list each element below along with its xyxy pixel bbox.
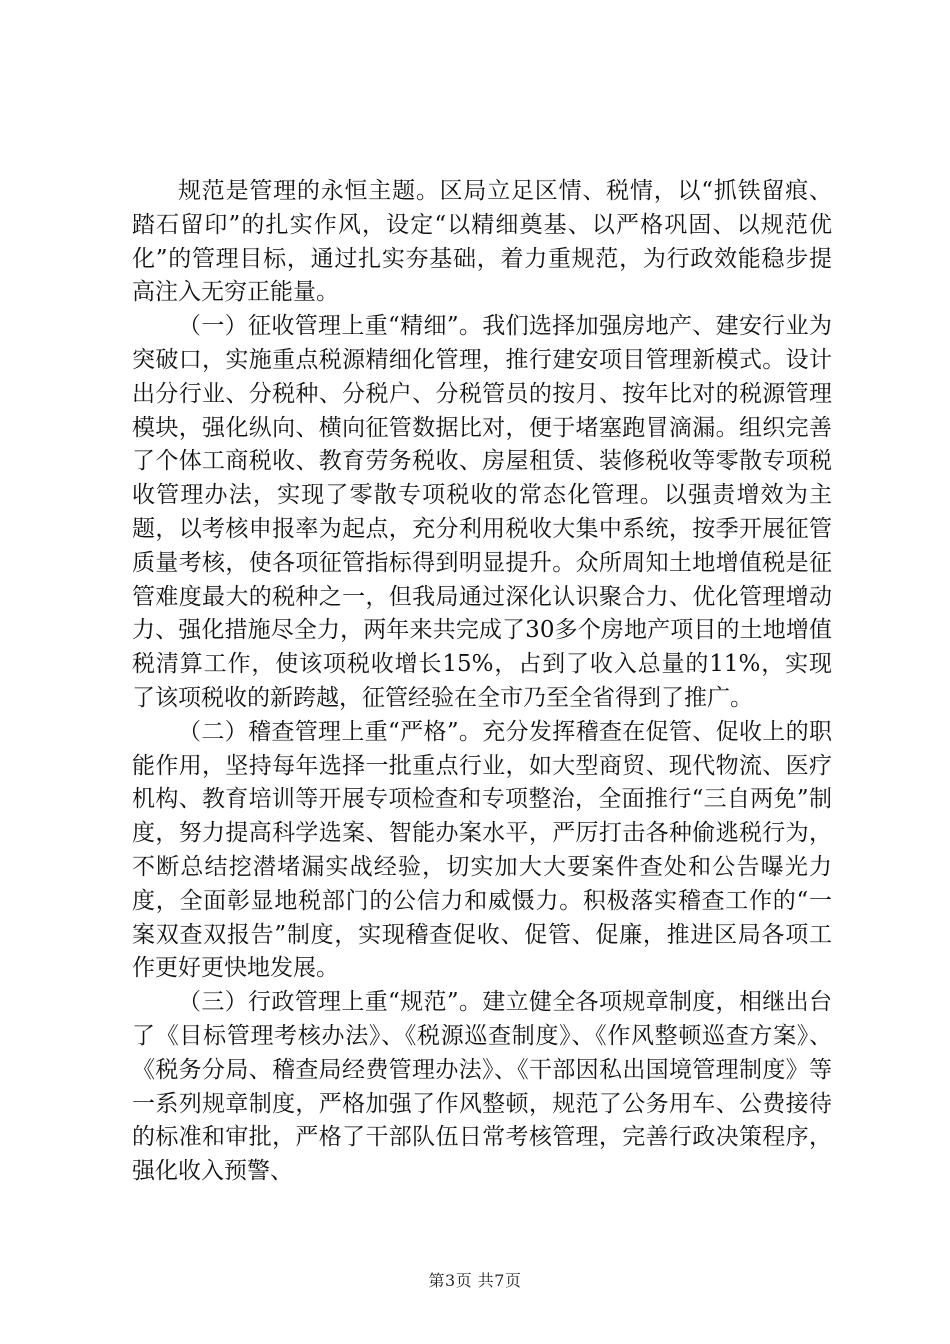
paragraph-intro: 规范是管理的永恒主题。区局立足区情、税情，以“抓铁留痕、踏石留印”的扎实作风，设定“以精细奠基、以严格巩固、以规范优化”的管理目标，通过扎实夯基础，着力重规范，为行政效能稳步提高注入无穷正能量。 [132, 178, 832, 306]
paragraph-collection-management: （一）征收管理上重“精细”。我们选择加强房地产、建安行业为突破口，实施重点税源精细化管理，推行建安项目管理新模式。设计出分行业、分税种、分税户、分税管员的按月、按年比对的税源管理模块，强化纵向、横向征管数据比对，便于堵塞跑冒滴漏。组织完善了个体工商税收、教育劳务税收、房屋租赁、装修税收等零散专项税收管理办法，实现了零散专项税收的常态化管理。以强责增效为主题，以考核申报率为起点，充分利用税收大集中系统，按季开展征管质量考核，使各项征管指标得到明显提升。众所周知土地增值税是征管难度最大的税种之一，但我局通过深化认识聚合力、优化管理增动力、强化措施尽全力，两年来共完成了30多个房地产项目的土地增值税清算工作，使该项税收增长15%，占到了收入总量的11%，实现了该项税收的新跨越，征管经验在全市乃至全省得到了推广。 [132, 313, 832, 711]
paragraph-inspection-management: （二）稽查管理上重“严格”。充分发挥稽查在促管、促收上的职能作用，坚持每年选择一批重点行业，如大型商贸、现代物流、医疗机构、教育培训等开展专项检查和专项整治，全面推行“三自两免”制度，努力提高科学选案、智能办案水平，严厉打击各种偷逃税行为，不断总结挖潜堵漏实战经验，切实加大大要案件查处和公告曝光力度，全面彰显地税部门的公信力和威慑力。积极落实稽查工作的“一案双查双报告”制度，实现稽查促收、促管、促廉，推进区局各项工作更好更快地发展。 [132, 718, 832, 982]
document-body [132, 175, 832, 1189]
paragraph-administrative-management: （三）行政管理上重“规范”。建立健全各项规章制度，相继出台了《目标管理考核办法》、《税源巡查制度》、《作风整顿巡查方案》、《税务分局、稽查局经费管理办法》、《干部因私出国境管理制度》等一系列规章制度，严格加强了作风整顿，规范了公务用车、公费接待的标准和审批，严格了干部队伍日常考核管理，完善行政决策程序，强化收入预警、 [132, 989, 832, 1185]
page-number-footer: 第3页 共7页 [428, 1271, 522, 1290]
